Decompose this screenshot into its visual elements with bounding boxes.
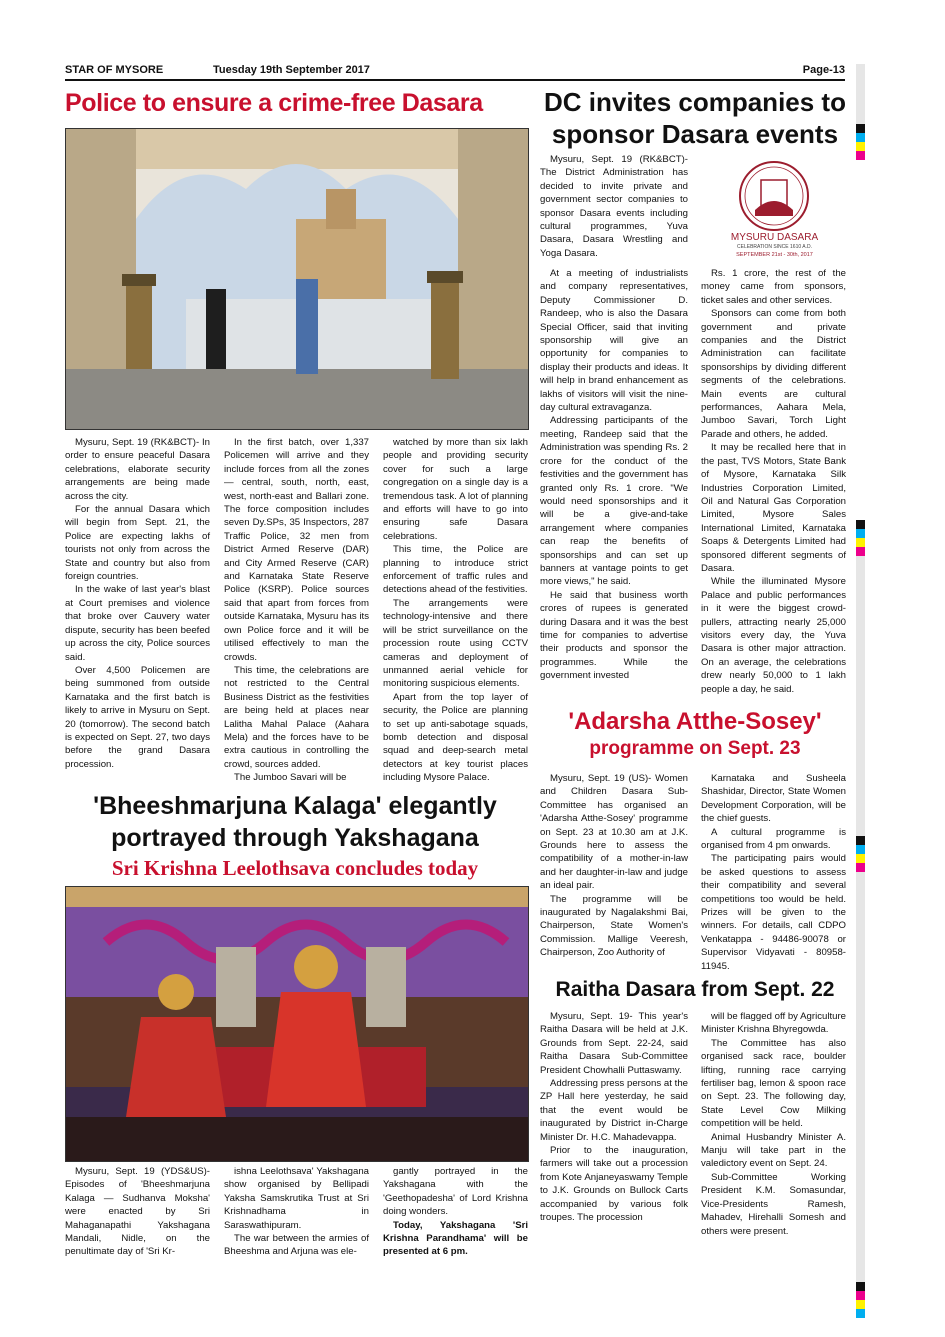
dc-c1-p1: Mysuru, Sept. 19 (RK&BCT)- The District Administration has decided to invite private and government sector companies to sponsor Dasara events including cultural programmes, Yuva Dasara, Dasara Wrestling and Yoga Dasara.	[540, 154, 688, 259]
police-c3-p4: Apart from the top layer of security, the Police are planning to set up anti-sabotage squads, bomb detection and disposal squad and deep-search metal detectors at key tourist places including Mysore Palace.	[383, 691, 528, 784]
logo-tagline: CELEBRATION SINCE 1610 A.D.	[737, 244, 812, 250]
police-c2-p3: The Jumboo Savari will be	[234, 772, 347, 784]
bheeshma-column-3	[383, 1165, 528, 1259]
raitha-headline: Raitha Dasara from Sept. 22	[555, 978, 835, 1001]
raitha-c2-p1: will be flagged off by Agriculture Minister Krishna Bhyregowda.	[701, 1011, 846, 1036]
registration-bar-top	[856, 64, 865, 160]
issue-date: Tuesday 19th September 2017	[213, 64, 370, 76]
bheeshma-column-2	[224, 1165, 369, 1259]
bheeshma-column-1	[65, 1165, 210, 1259]
adarsha-headline	[540, 708, 850, 762]
dc-column-1	[540, 267, 688, 683]
police-c1-p2: For the annual Dasara which will begin from Sept. 21, the Police are expecting lakhs of tourists not only from across the State and country but also from foreign countries.	[65, 504, 210, 583]
police-c3-p3: The arrangements were technology-intensive and there will be strict surveillance on the procession route using CCTV cameras and deployment of unmanned aerial vehicle for monitoring suspicious elements.	[383, 597, 528, 690]
police-c2-p1: In the first batch, over 1,337 Policemen will arrive and they include forces from all the zones — central, south, north, east, west, north-east and Ballari zone. The force composition includes seven Dy.SPs, 35 Inspectors, 287 Traffic Police, 32 men from District Armed Reserve (DAR) and City Armed Reserve (CAR) and Karnataka State Reserve Police (KSRP). Police sources said that apart from forces from outside Karnataka, Mysuru has its own Police force and it will be utilised effectively to man the crowds.	[224, 437, 369, 663]
police-column-2	[224, 436, 369, 785]
bheeshma-headline	[65, 790, 525, 854]
dc-c1-p4: He said that business worth crores of rupees is generated during Dasara and it was the best time for companies to advertise their products and sponsor the programmes. While the government invested	[540, 589, 688, 682]
dc-c1-p3: Addressing participants of the meeting, Randeep said that the Administration was spending Rs. 2 crore for the conduct of the festivities and the government has granted only Rs. 1 crore. "We would need sponsorships and it will be a give-and-take arrangement where companies can reap the benefits of sponsorships and can set up banners at vantage points to get more views," he said.	[540, 415, 688, 588]
police-c2-p2: This time, the celebrations are not restricted to the Central Business District as the festivities are being held at places near Lalitha Mahal Palace (Aahara Mela) and the forces have to be extra cautious in controlling the crowd, sources added.	[224, 664, 369, 770]
dc-headline-line-1: DC invites companies to	[544, 87, 846, 117]
dc-c1-p2: At a meeting of industrialists and company representatives, Deputy Commissioner D. Randeep, who is also the Dasara Special Officer, said that inviting sponsorship will give an opportunity for companies to display their products and ideas. It will help in brand enhancement as lakhs of visitors will visit the nine-day cultural extravaganza.	[540, 268, 688, 414]
adarsha-c1-p2: The programme will be inaugurated by Nagalakshmi Bai, Chairperson, State Women's Commission. Mallige Veeresh, Chairperson, Zoo Authority of	[540, 893, 688, 959]
police-c1-p1: Mysuru, Sept. 19 (RK&BCT)- In order to ensure peaceful Dasara celebrations, elaborate security arrangements are being made across the city.	[65, 437, 210, 502]
page-number: Page-13	[802, 64, 845, 76]
raitha-c1-p2: Addressing press persons at the ZP Hall here yesterday, he said that the event would be inaugurated by District in-Charge Minister Dr. H.C. Mahadevappa.	[540, 1078, 688, 1143]
dc-c2-p1: Rs. 1 crore, the rest of the money came from sponsors, ticket sales and other services.	[701, 268, 846, 306]
raitha-c2-p3: Animal Husbandry Minister A. Manju will take part in the valedictory event on Sept. 24.	[701, 1131, 846, 1170]
dc-headline-line-2: sponsor Dasara events	[551, 119, 839, 149]
dc-c2-p2: Sponsors can come from both government and private companies and the District Administration can facilitate sponsorships by dividing different segments of the celebrations. Main events are cultural performances, Aahara Mela, Jumboo Savari, Torch Light Parade and others, he added.	[701, 308, 846, 440]
adarsha-column-1	[540, 772, 688, 960]
registration-bar-middle	[856, 520, 865, 1318]
dc-column-2	[701, 267, 846, 696]
bheeshma-c1-p1: Mysuru, Sept. 19 (YDS&US)- Episodes of 'Bheeshmarjuna Kalaga — Sudhanva Moksha' were enacted by Sri Mahaganapathi Yakshagana Mandali, Nidle, on the penultimate day of 'Sri Kr-	[65, 1166, 210, 1258]
police-photo	[65, 128, 529, 430]
adarsha-headline-line-1: 'Adarsha Atthe-Sosey'	[568, 708, 822, 735]
adarsha-c2-p1: Karnataka and Susheela Shashidar, Director, State Women Development Corporation, will be the chief guests.	[701, 773, 846, 825]
police-c3-p2: This time, the Police are planning to introduce strict enforcement of traffic rules and detections ahead of the festivities.	[383, 544, 528, 596]
police-headline: Police to ensure a crime-free Dasara	[65, 89, 483, 117]
dc-c2-p4: While the illuminated Mysore Palace and public performances in it were the biggest crowd-pullers, attracting nearly 25,000 visitors every day, the Yuva Dasara is other major attraction. On an average, the celebrations drew nearly 50,000 to 1 lakh people a day, he said.	[701, 576, 846, 695]
dc-headline	[540, 86, 850, 150]
raitha-c1-p1: Mysuru, Sept. 19- This year's Raitha Dasara will be held at J.K. Grounds from Sept. 22-24, said Raitha Dasara Sub-Committee President Chowhalli Puttaswamy.	[540, 1011, 688, 1076]
bheeshma-headline-line-2: portrayed through Yakshagana	[111, 824, 479, 852]
masthead	[65, 64, 845, 80]
mysuru-dasara-logo	[703, 158, 846, 263]
adarsha-column-2	[701, 772, 846, 973]
bheeshma-c2-p1: ishna Leelothsava' Yakshagana show organised by Bellipadi Yaksha Samskrutika Trust at Sri Krishnadhama in Saraswathipuram.	[224, 1166, 369, 1231]
raitha-column-2	[701, 1010, 846, 1238]
adarsha-c2-p3: The participating pairs would be asked questions to assess their compatibility and several competitions too would be held. Prizes will be given to the winners. For details, call CDPO Venkatappa - 94486-90078 or Supervisor Vidyavati - 80958-11945.	[701, 853, 846, 972]
paper-name: STAR OF MYSORE	[65, 64, 164, 76]
bheeshma-c3-p1: gantly portrayed in the Yakshagana with the 'Geethopadesha' of Lord Krishna doing wonders.	[383, 1166, 528, 1218]
police-c3-p1: watched by more than six lakh people and providing security cover for such a large congregation on a single day is a tremendous task. A lot of planning and efforts will have to go into ensuring safe Dasara celebrations.	[383, 437, 528, 542]
bheeshma-headline-line-1: 'Bheeshmarjuna Kalaga' elegantly	[93, 792, 497, 820]
police-column-3	[383, 436, 528, 785]
bheeshma-c2-p2: The war between the armies of Bheeshma and Arjuna was ele-	[224, 1233, 369, 1258]
bheeshma-subhead: Sri Krishna Leelothsava concludes today	[111, 856, 479, 880]
adarsha-c2-p2: A cultural programme is organised from 4 pm onwards.	[701, 826, 846, 852]
yakshagana-photo	[65, 886, 529, 1162]
dc-column-1-top	[540, 153, 688, 260]
raitha-column-1	[540, 1010, 688, 1225]
logo-dates: SEPTEMBER 21st - 30th, 2017	[736, 252, 813, 258]
logo-title: MYSURU DASARA	[730, 232, 819, 243]
police-c1-p3: In the wake of last year's blast at Court premises and violence that broke over Cauvery water dispute, security has been beefed up across the city, Police sources said.	[65, 584, 210, 663]
raitha-c2-p2: The Committee has also organised sack race, boulder lifting, running race carrying fertiliser bag, lemon & spoon race on Sept. 23. The following day, State Level Cow Milking competition will be held.	[701, 1037, 846, 1130]
header-rule	[65, 79, 845, 81]
raitha-c2-p4: Sub-Committee Working President K.M. Somasundar, Vice-Presidents Ramesh, Mahadev, Hirehalli Somesh and others were present.	[701, 1171, 846, 1237]
adarsha-c1-p1: Mysuru, Sept. 19 (US)- Women and Children Dasara Sub-Committee has organised an 'Adarsha Atthe-Sosey' programme on Sept. 23 at 10.30 am at J.K. Grounds here to assess the compatibility of a mother-in-law and her daughter-in-law and judge an ideal pair.	[540, 773, 688, 892]
bheeshma-c3-bold: Today, Yakshagana 'Sri Krishna Parandhama' will be presented at 6 pm.	[383, 1219, 528, 1258]
dc-c2-p3: It may be recalled here that in the past, TVS Motors, State Bank of Mysore, Karnataka Silk Industries Corporation Limited, Oil and Natural Gas Corporation Limited, Mysore Sales International Limited, Karnataka Soaps & Detergents Limited had sponsored different segments of Dasara.	[701, 442, 846, 574]
police-c1-p4: Over 4,500 Policemen are being summoned from outside Karnataka and the first batch is likely to arrive in Mysuru on Sept. 20 (tomorrow). The second batch is expected on Sept. 27, two days before the grand Dasara procession.	[65, 664, 210, 770]
raitha-c1-p3: Prior to the inauguration, farmers will take out a procession from Kote Anjaneyaswamy Temple to J.K. Grounds on Bullock Carts accompanied by various folk troupes. The procession	[540, 1145, 688, 1224]
police-column-1	[65, 436, 210, 771]
adarsha-headline-line-2: programme on Sept. 23	[589, 738, 801, 759]
